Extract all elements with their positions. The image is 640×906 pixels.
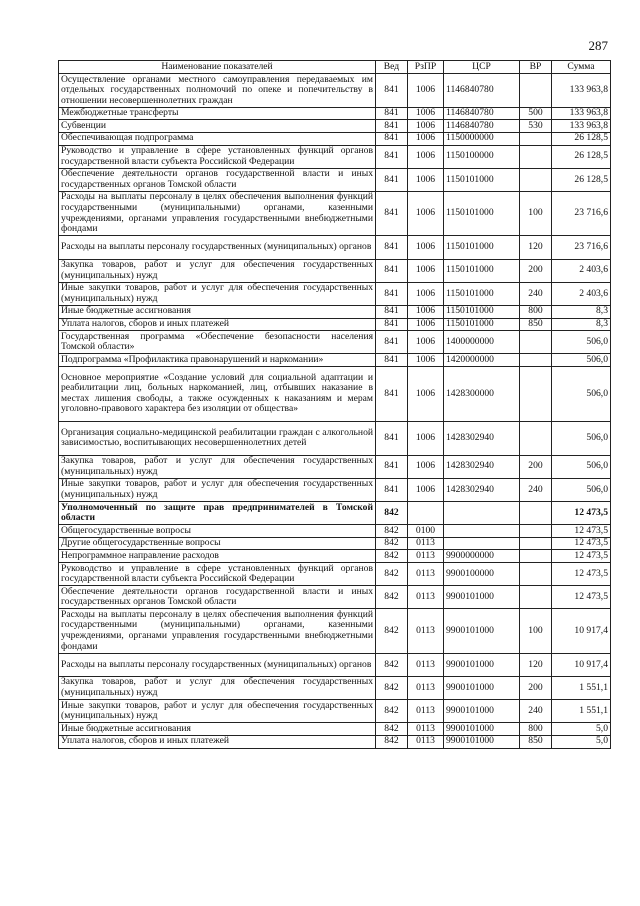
row-csr: 9900101000 bbox=[444, 676, 520, 699]
table-row bbox=[59, 676, 611, 699]
row-sum: 8,3 bbox=[552, 305, 611, 318]
row-sum: 8,3 bbox=[552, 318, 611, 331]
row-rzpr: 1006 bbox=[408, 259, 444, 282]
row-rzpr: 0113 bbox=[408, 735, 444, 748]
row-ved: 841 bbox=[376, 331, 408, 354]
table-row bbox=[59, 455, 611, 478]
table-row bbox=[59, 550, 611, 563]
row-csr bbox=[444, 502, 520, 525]
row-vr bbox=[520, 331, 552, 354]
row-csr: 1150101000 bbox=[444, 282, 520, 305]
row-vr: 240 bbox=[520, 282, 552, 305]
row-sum: 506,0 bbox=[552, 366, 611, 421]
row-sum: 133 963,8 bbox=[552, 107, 611, 120]
row-sum: 506,0 bbox=[552, 421, 611, 455]
row-sum: 10 917,4 bbox=[552, 609, 611, 653]
row-name: Общегосударственные вопросы bbox=[59, 525, 376, 538]
row-ved: 842 bbox=[376, 700, 408, 723]
row-rzpr: 0113 bbox=[408, 550, 444, 563]
row-ved: 841 bbox=[376, 168, 408, 191]
row-vr: 500 bbox=[520, 107, 552, 120]
table-row bbox=[59, 525, 611, 538]
row-csr: 1150100000 bbox=[444, 145, 520, 168]
row-csr: 1146840780 bbox=[444, 107, 520, 120]
row-sum: 133 963,8 bbox=[552, 74, 611, 108]
row-csr: 1150101000 bbox=[444, 191, 520, 235]
row-rzpr: 1006 bbox=[408, 74, 444, 108]
row-rzpr: 0113 bbox=[408, 700, 444, 723]
row-rzpr: 0113 bbox=[408, 653, 444, 676]
row-name: Государственная программа «Обеспечение безопасности населения Томской области» bbox=[59, 331, 376, 354]
row-csr: 1150000000 bbox=[444, 132, 520, 145]
table-row bbox=[59, 502, 611, 525]
row-ved: 841 bbox=[376, 145, 408, 168]
header-csr: ЦСР bbox=[444, 61, 520, 74]
row-ved: 841 bbox=[376, 478, 408, 501]
row-rzpr: 1006 bbox=[408, 421, 444, 455]
table-row bbox=[59, 107, 611, 120]
row-csr: 9900101000 bbox=[444, 653, 520, 676]
row-vr bbox=[520, 132, 552, 145]
row-rzpr: 0113 bbox=[408, 563, 444, 586]
row-sum: 133 963,8 bbox=[552, 120, 611, 133]
page-number: 287 bbox=[588, 38, 608, 53]
row-ved: 841 bbox=[376, 120, 408, 133]
row-ved: 841 bbox=[376, 282, 408, 305]
row-ved: 842 bbox=[376, 735, 408, 748]
row-sum: 506,0 bbox=[552, 455, 611, 478]
row-name: Иные закупки товаров, работ и услуг для обеспечения государственных (муниципальных) нужд bbox=[59, 700, 376, 723]
table-row bbox=[59, 191, 611, 235]
row-rzpr: 1006 bbox=[408, 478, 444, 501]
row-csr: 1150101000 bbox=[444, 259, 520, 282]
row-csr bbox=[444, 537, 520, 550]
row-ved: 842 bbox=[376, 537, 408, 550]
row-rzpr: 1006 bbox=[408, 282, 444, 305]
row-vr bbox=[520, 537, 552, 550]
row-name: Расходы на выплаты персоналу в целях обеспечения выполнения функций государственными (муниципальными) органами, казенными учреждениями, органами управления государственными внебюджетными фондами bbox=[59, 609, 376, 653]
row-csr: 9900101000 bbox=[444, 586, 520, 609]
row-vr: 100 bbox=[520, 609, 552, 653]
row-sum: 12 473,5 bbox=[552, 550, 611, 563]
row-name: Руководство и управление в сфере установленных функций органов государственной власти субъекта Российской Федерации bbox=[59, 145, 376, 168]
row-name: Уполномоченный по защите прав предпринимателей в Томской области bbox=[59, 502, 376, 525]
row-rzpr: 1006 bbox=[408, 132, 444, 145]
row-csr: 1428302940 bbox=[444, 421, 520, 455]
row-csr: 1150101000 bbox=[444, 305, 520, 318]
row-name: Расходы на выплаты персоналу в целях обеспечения выполнения функций государственными (муниципальными) органами, казенными учреждениями, органами управления государственными внебюджетными фондами bbox=[59, 191, 376, 235]
row-csr: 9900101000 bbox=[444, 723, 520, 736]
table-row bbox=[59, 305, 611, 318]
table-row bbox=[59, 318, 611, 331]
row-sum: 12 473,5 bbox=[552, 537, 611, 550]
row-csr: 9900101000 bbox=[444, 609, 520, 653]
table-row bbox=[59, 331, 611, 354]
row-ved: 842 bbox=[376, 586, 408, 609]
row-ved: 842 bbox=[376, 502, 408, 525]
row-rzpr: 1006 bbox=[408, 354, 444, 367]
row-csr: 1146840780 bbox=[444, 74, 520, 108]
row-ved: 841 bbox=[376, 354, 408, 367]
row-ved: 841 bbox=[376, 191, 408, 235]
row-sum: 23 716,6 bbox=[552, 191, 611, 235]
table-row bbox=[59, 609, 611, 653]
row-name: Закупка товаров, работ и услуг для обеспечения государственных (муниципальных) нужд bbox=[59, 455, 376, 478]
header-vr: ВР bbox=[520, 61, 552, 74]
row-name: Руководство и управление в сфере установленных функций органов государственной власти субъекта Российской Федерации bbox=[59, 563, 376, 586]
row-vr: 240 bbox=[520, 700, 552, 723]
row-rzpr: 0113 bbox=[408, 723, 444, 736]
row-ved: 841 bbox=[376, 455, 408, 478]
row-sum: 506,0 bbox=[552, 478, 611, 501]
row-sum: 5,0 bbox=[552, 735, 611, 748]
row-name: Закупка товаров, работ и услуг для обеспечения государственных (муниципальных) нужд bbox=[59, 259, 376, 282]
row-rzpr bbox=[408, 502, 444, 525]
row-sum: 10 917,4 bbox=[552, 653, 611, 676]
row-rzpr: 1006 bbox=[408, 236, 444, 259]
row-name: Осуществление органами местного самоуправления передаваемых им отдельных государственных полномочий по опеке и попечительству в отношении несовершеннолетних граждан bbox=[59, 74, 376, 108]
table-header bbox=[59, 61, 611, 74]
table-row bbox=[59, 74, 611, 108]
row-ved: 841 bbox=[376, 107, 408, 120]
table-row bbox=[59, 421, 611, 455]
row-vr: 240 bbox=[520, 478, 552, 501]
table-row bbox=[59, 259, 611, 282]
table-row bbox=[59, 723, 611, 736]
row-name: Уплата налогов, сборов и иных платежей bbox=[59, 735, 376, 748]
row-sum: 12 473,5 bbox=[552, 525, 611, 538]
row-vr: 120 bbox=[520, 653, 552, 676]
row-rzpr: 0113 bbox=[408, 676, 444, 699]
header-name: Наименование показателей bbox=[59, 61, 376, 74]
row-ved: 842 bbox=[376, 525, 408, 538]
table-row bbox=[59, 563, 611, 586]
row-vr bbox=[520, 168, 552, 191]
budget-table bbox=[58, 60, 611, 749]
row-sum: 2 403,6 bbox=[552, 259, 611, 282]
row-vr: 850 bbox=[520, 318, 552, 331]
row-sum: 23 716,6 bbox=[552, 236, 611, 259]
row-rzpr: 0113 bbox=[408, 586, 444, 609]
row-vr bbox=[520, 525, 552, 538]
row-name: Иные закупки товаров, работ и услуг для обеспечения государственных (муниципальных) нужд bbox=[59, 478, 376, 501]
row-name: Подпрограмма «Профилактика правонарушений и наркомании» bbox=[59, 354, 376, 367]
row-vr bbox=[520, 421, 552, 455]
row-ved: 841 bbox=[376, 318, 408, 331]
row-vr bbox=[520, 354, 552, 367]
table-row bbox=[59, 168, 611, 191]
row-vr: 200 bbox=[520, 259, 552, 282]
row-rzpr: 0100 bbox=[408, 525, 444, 538]
row-rzpr: 1006 bbox=[408, 107, 444, 120]
row-ved: 841 bbox=[376, 132, 408, 145]
row-vr: 100 bbox=[520, 191, 552, 235]
row-rzpr: 1006 bbox=[408, 168, 444, 191]
header-sum: Сумма bbox=[552, 61, 611, 74]
row-csr: 9900000000 bbox=[444, 550, 520, 563]
row-rzpr: 1006 bbox=[408, 145, 444, 168]
row-vr bbox=[520, 586, 552, 609]
row-ved: 842 bbox=[376, 563, 408, 586]
row-csr: 1146840780 bbox=[444, 120, 520, 133]
row-name: Субвенции bbox=[59, 120, 376, 133]
row-rzpr: 1006 bbox=[408, 366, 444, 421]
row-vr: 200 bbox=[520, 455, 552, 478]
row-name: Расходы на выплаты персоналу государственных (муниципальных) органов bbox=[59, 653, 376, 676]
table-row bbox=[59, 282, 611, 305]
header-rzpr: РзПР bbox=[408, 61, 444, 74]
row-ved: 842 bbox=[376, 550, 408, 563]
row-sum: 5,0 bbox=[552, 723, 611, 736]
row-csr: 1420000000 bbox=[444, 354, 520, 367]
header-ved: Вед bbox=[376, 61, 408, 74]
row-rzpr: 1006 bbox=[408, 120, 444, 133]
table-row bbox=[59, 700, 611, 723]
row-vr: 800 bbox=[520, 723, 552, 736]
row-ved: 841 bbox=[376, 421, 408, 455]
row-ved: 841 bbox=[376, 305, 408, 318]
row-name: Иные закупки товаров, работ и услуг для обеспечения государственных (муниципальных) нужд bbox=[59, 282, 376, 305]
table-row bbox=[59, 366, 611, 421]
row-name: Непрограммное направление расходов bbox=[59, 550, 376, 563]
row-name: Основное мероприятие «Создание условий для социальной адаптации и реабилитации лиц, больных наркоманией, лиц, отбывших наказание в местах лишения свободы, а также осужденных к наказаниям и мерам уголовно-правового характера без изоляции от общества» bbox=[59, 366, 376, 421]
table-row bbox=[59, 132, 611, 145]
row-sum: 12 473,5 bbox=[552, 586, 611, 609]
row-rzpr: 1006 bbox=[408, 191, 444, 235]
row-vr: 800 bbox=[520, 305, 552, 318]
row-name: Иные бюджетные ассигнования bbox=[59, 723, 376, 736]
row-csr: 1400000000 bbox=[444, 331, 520, 354]
row-vr: 850 bbox=[520, 735, 552, 748]
row-sum: 1 551,1 bbox=[552, 676, 611, 699]
row-rzpr: 1006 bbox=[408, 331, 444, 354]
row-sum: 26 128,5 bbox=[552, 145, 611, 168]
table-row bbox=[59, 537, 611, 550]
row-vr: 120 bbox=[520, 236, 552, 259]
row-sum: 26 128,5 bbox=[552, 168, 611, 191]
row-rzpr: 1006 bbox=[408, 318, 444, 331]
row-csr: 1150101000 bbox=[444, 168, 520, 191]
row-rzpr: 1006 bbox=[408, 305, 444, 318]
row-csr: 9900101000 bbox=[444, 735, 520, 748]
row-name: Обеспечение деятельности органов государственной власти и иных государственных органов Томской области bbox=[59, 168, 376, 191]
table-row bbox=[59, 145, 611, 168]
row-vr: 200 bbox=[520, 676, 552, 699]
row-rzpr: 0113 bbox=[408, 609, 444, 653]
row-vr bbox=[520, 366, 552, 421]
row-csr: 1150101000 bbox=[444, 318, 520, 331]
row-sum: 1 551,1 bbox=[552, 700, 611, 723]
row-ved: 842 bbox=[376, 653, 408, 676]
row-sum: 506,0 bbox=[552, 354, 611, 367]
row-name: Организация социально-медицинской реабилитации граждан с алкогольной зависимостью, воспитывающих несовершеннолетних детей bbox=[59, 421, 376, 455]
row-csr: 1150101000 bbox=[444, 236, 520, 259]
row-csr: 1428302940 bbox=[444, 478, 520, 501]
row-name: Межбюджетные трансферты bbox=[59, 107, 376, 120]
row-sum: 12 473,5 bbox=[552, 502, 611, 525]
row-csr: 9900101000 bbox=[444, 700, 520, 723]
row-name: Закупка товаров, работ и услуг для обеспечения государственных (муниципальных) нужд bbox=[59, 676, 376, 699]
row-sum: 2 403,6 bbox=[552, 282, 611, 305]
table-row bbox=[59, 478, 611, 501]
table-row bbox=[59, 354, 611, 367]
table-row bbox=[59, 735, 611, 748]
row-ved: 842 bbox=[376, 609, 408, 653]
table-row bbox=[59, 120, 611, 133]
row-csr: 9900100000 bbox=[444, 563, 520, 586]
header-row bbox=[59, 61, 611, 74]
row-csr bbox=[444, 525, 520, 538]
row-csr: 1428300000 bbox=[444, 366, 520, 421]
table-row bbox=[59, 586, 611, 609]
row-vr bbox=[520, 74, 552, 108]
row-vr: 530 bbox=[520, 120, 552, 133]
row-name: Иные бюджетные ассигнования bbox=[59, 305, 376, 318]
row-name: Обеспечение деятельности органов государственной власти и иных государственных органов Томской области bbox=[59, 586, 376, 609]
row-csr: 1428302940 bbox=[444, 455, 520, 478]
row-ved: 841 bbox=[376, 236, 408, 259]
row-sum: 26 128,5 bbox=[552, 132, 611, 145]
table-row bbox=[59, 653, 611, 676]
row-name: Уплата налогов, сборов и иных платежей bbox=[59, 318, 376, 331]
row-name: Другие общегосударственные вопросы bbox=[59, 537, 376, 550]
row-vr bbox=[520, 502, 552, 525]
row-vr bbox=[520, 563, 552, 586]
row-vr bbox=[520, 550, 552, 563]
row-name: Обеспечивающая подпрограмма bbox=[59, 132, 376, 145]
row-sum: 506,0 bbox=[552, 331, 611, 354]
table-body bbox=[59, 74, 611, 749]
row-rzpr: 1006 bbox=[408, 455, 444, 478]
row-ved: 841 bbox=[376, 74, 408, 108]
row-vr bbox=[520, 145, 552, 168]
row-rzpr: 0113 bbox=[408, 537, 444, 550]
row-sum: 12 473,5 bbox=[552, 563, 611, 586]
row-ved: 842 bbox=[376, 676, 408, 699]
row-ved: 842 bbox=[376, 723, 408, 736]
row-name: Расходы на выплаты персоналу государственных (муниципальных) органов bbox=[59, 236, 376, 259]
table-row bbox=[59, 236, 611, 259]
row-ved: 841 bbox=[376, 259, 408, 282]
row-ved: 841 bbox=[376, 366, 408, 421]
